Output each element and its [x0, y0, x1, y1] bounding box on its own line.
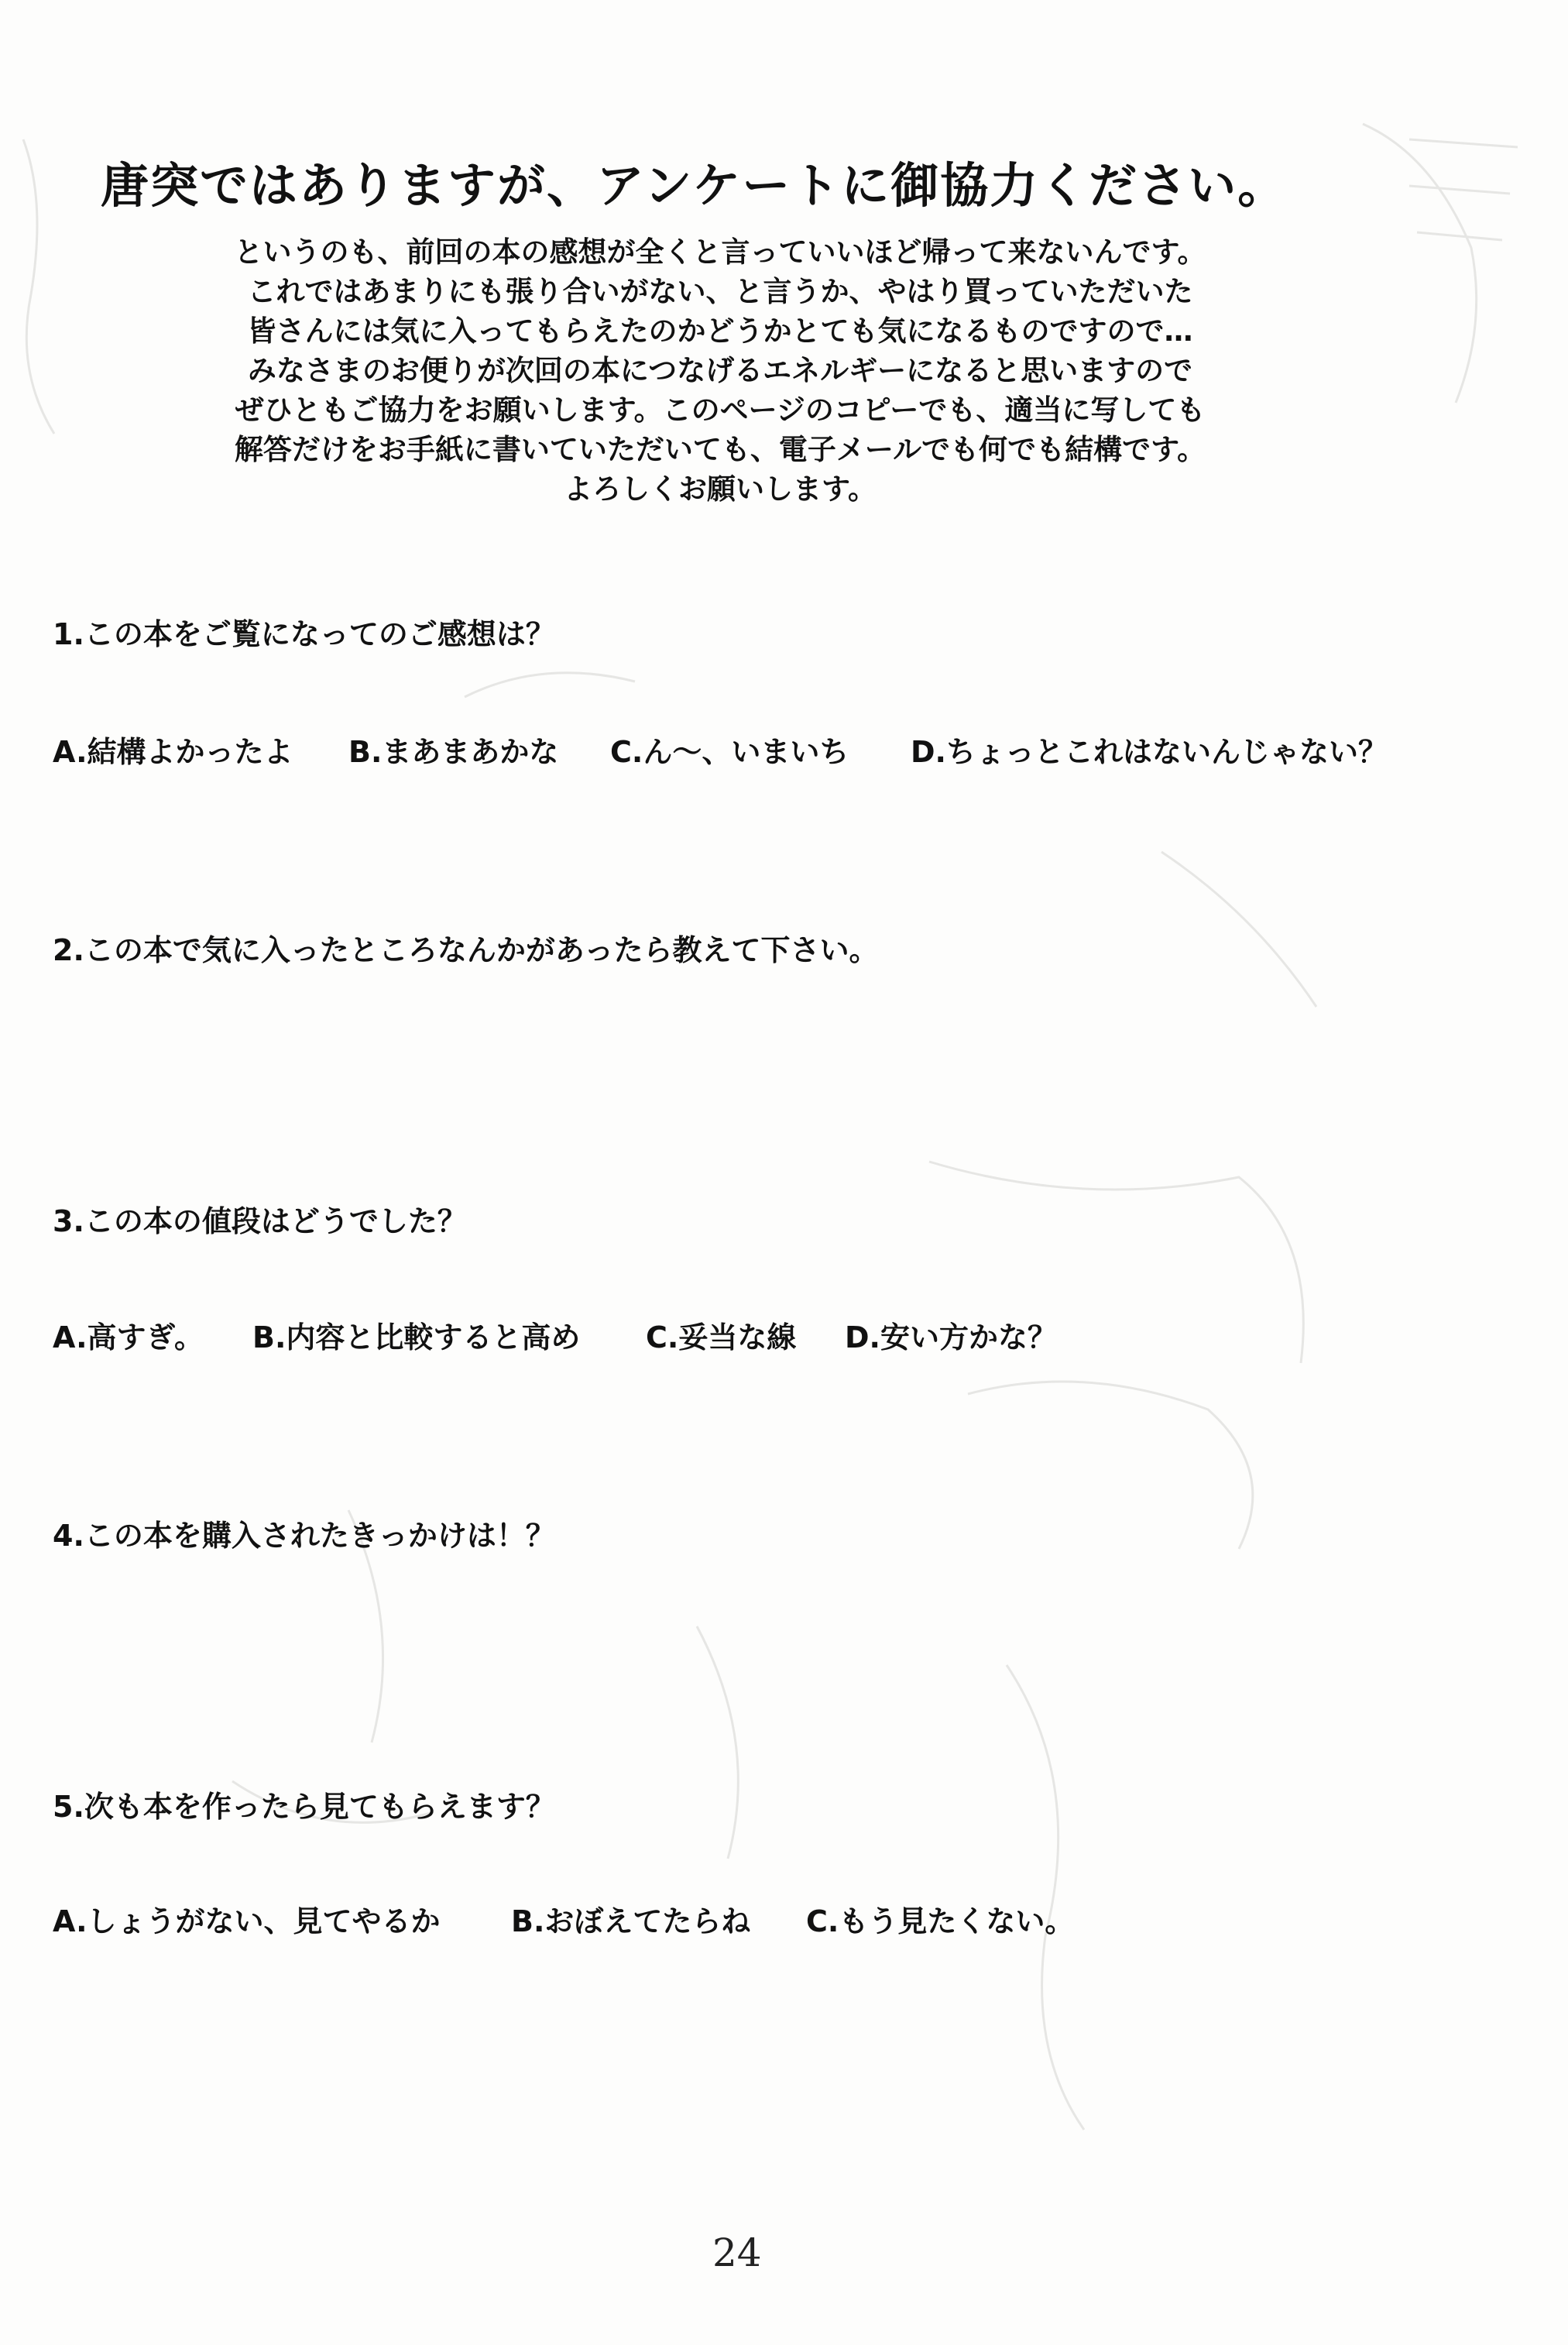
option-1d: D.ちょっとこれはないんじゃない？ — [911, 735, 1388, 769]
question-4: 4.この本を購入されたきっかけは！？ — [53, 1519, 555, 1553]
intro-line: ぜひともご協力をお願いします。このページのコピーでも、適当に写しても — [235, 393, 1206, 427]
option-3b: B.内容と比較すると高め — [252, 1320, 581, 1354]
question-5-options — [53, 1897, 1074, 1940]
option-3c: C.妥当な線 — [646, 1320, 797, 1354]
intro-line: これではあまりにも張り合いがない、と言うか、やはり買っていただいた — [247, 275, 1193, 308]
option-1a: A.結構よかったよ — [53, 735, 293, 769]
question-3: 3.この本の値段はどうでした？ — [53, 1204, 467, 1238]
intro-line: みなさまのお便りが次回の本につなげるエネルギーになると思いますので — [247, 354, 1193, 387]
option-1b: B.まあまあかな — [348, 735, 559, 769]
option-5b: B.おぼえてたらね — [511, 1904, 751, 1938]
page-number: 24 — [712, 2230, 762, 2275]
page-title: 唐突ではありますが、アンケートに御協力ください。 — [101, 157, 1288, 214]
intro-line: 皆さんには気に入ってもらえたのかどうかとても気になるものですので… — [247, 314, 1193, 348]
intro-line: 解答だけをお手紙に書いていただいても、電子メールでも何でも結構です。 — [234, 433, 1206, 466]
option-3a: A.高すぎ。 — [53, 1320, 204, 1354]
intro-line: というのも、前回の本の感想が全くと言っていいほど帰って来ないんです。 — [234, 235, 1206, 269]
intro-paragraph — [139, 232, 1301, 509]
question-1-options — [53, 728, 1388, 771]
question-1: 1.この本をご覧になってのご感想は？ — [53, 617, 555, 651]
option-1c: C.ん〜、いまいち — [610, 735, 849, 769]
question-5: 5.次も本を作ったら見てもらえます？ — [53, 1790, 555, 1824]
intro-line: よろしくお願いします。 — [563, 472, 877, 506]
option-5c: C.もう見たくない。 — [806, 1904, 1075, 1938]
option-5a: A.しょうがない、見てやるか — [53, 1904, 441, 1938]
question-3-options — [53, 1313, 1057, 1356]
question-2: 2.この本で気に入ったところなんかがあったら教えて下さい。 — [53, 933, 879, 967]
option-3d: D.安い方かな？ — [845, 1320, 1057, 1354]
